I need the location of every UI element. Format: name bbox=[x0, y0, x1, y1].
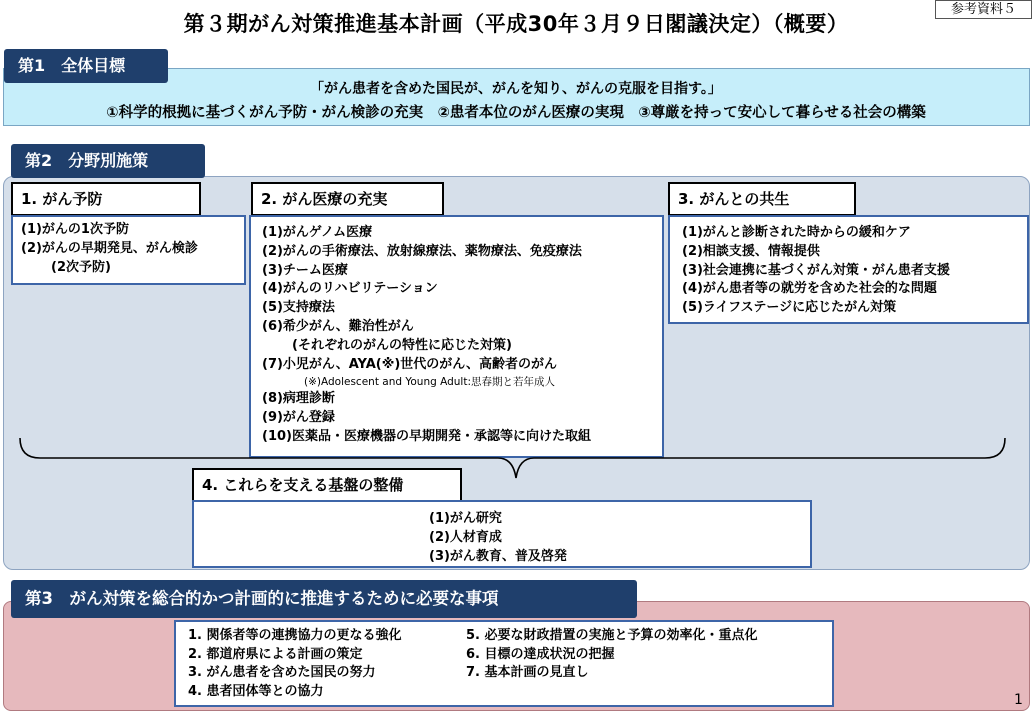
list-item: 1. 関係者等の連携協力の更なる強化 bbox=[188, 628, 402, 643]
list-item: 6. 目標の達成状況の把握 bbox=[466, 646, 615, 662]
list-item: (2)がんの手術療法、放射線療法、薬物療法、免疫療法 bbox=[262, 243, 582, 259]
list-item: (2次予防) bbox=[51, 259, 111, 275]
list-item: (2)相談支援、情報提供 bbox=[682, 243, 820, 259]
list-item: (10)医薬品・医療機器の早期開発・承認等に向けた取組 bbox=[262, 428, 591, 444]
list-item: 2. 都道府県による計画の策定 bbox=[188, 646, 363, 662]
foundation-box bbox=[192, 500, 812, 568]
prevention-heading: 1. がん予防 bbox=[11, 182, 201, 216]
section1-heading: 第1 全体目標 bbox=[4, 49, 168, 83]
list-item: (3)がん教育、普及啓発 bbox=[429, 548, 567, 564]
list-item: (1)がんと診断された時からの緩和ケア bbox=[682, 225, 911, 240]
list-item: (4)がん患者等の就労を含めた社会的な問題 bbox=[682, 281, 937, 297]
list-item: (5)ライフステージに応じたがん対策 bbox=[682, 300, 897, 316]
coexistence-heading: 3. がんとの共生 bbox=[668, 182, 856, 216]
list-item: (7)小児がん、AYA(※)世代のがん、高齢者のがん bbox=[262, 356, 558, 372]
section3-heading: 第3 がん対策を総合的かつ計画的に推進するために必要な事項 bbox=[11, 580, 637, 618]
list-item: (6)希少がん、難治性がん bbox=[262, 318, 414, 334]
matters-left-column bbox=[188, 627, 402, 701]
list-item: (3)社会連携に基づくがん対策・がん患者支援 bbox=[682, 262, 950, 278]
list-item: (それぞれのがんの特性に応じた対策) bbox=[292, 337, 512, 353]
list-item: (9)がん登録 bbox=[262, 410, 335, 426]
list-item: (1)がんゲノム医療 bbox=[262, 225, 373, 240]
medical-heading: 2. がん医療の充実 bbox=[251, 182, 444, 216]
list-item: 5. 必要な財政措置の実施と予算の効率化・重点化 bbox=[466, 628, 758, 643]
footnote: (※)Adolescent and Young Adult:思春期と若年成人 bbox=[304, 376, 556, 389]
goal-list: ①科学的根拠に基づくがん予防・がん検診の充実 ②患者本位のがん医療の実現 ③尊厳を持って安心して暮らせる社会の構築 bbox=[106, 105, 926, 121]
list-item: (1)がん研究 bbox=[429, 511, 502, 526]
list-item: (2)人材育成 bbox=[429, 529, 502, 545]
list-item: (4)がんのリハビリテーション bbox=[262, 281, 438, 297]
list-item: 7. 基本計画の見直し bbox=[466, 665, 589, 680]
reference-label: 参考資料５ bbox=[935, 0, 1032, 19]
list-item: (8)病理診断 bbox=[262, 391, 335, 407]
matters-right-column bbox=[466, 627, 758, 683]
list-item: (3)チーム医療 bbox=[262, 262, 348, 278]
page-number: 1 bbox=[1014, 692, 1023, 708]
list-item: 3. がん患者を含めた国民の努力 bbox=[188, 665, 376, 680]
list-item: (2)がんの早期発見、がん検診 bbox=[21, 240, 198, 256]
section2-heading: 第2 分野別施策 bbox=[11, 144, 205, 178]
foundation-heading: 4. これらを支える基盤の整備 bbox=[192, 468, 462, 502]
list-item: 4. 患者団体等との協力 bbox=[188, 683, 324, 699]
list-item: (1)がんの1次予防 bbox=[21, 222, 129, 237]
goal-quote: 「がん患者を含めた国民が、がんを知り、がんの克服を目指す。」 bbox=[310, 81, 722, 97]
list-item: (5)支持療法 bbox=[262, 300, 335, 316]
required-matters-box bbox=[174, 620, 834, 707]
page-title: 第３期がん対策推進基本計画（平成30年３月９日閣議決定）（概要） bbox=[183, 12, 849, 36]
